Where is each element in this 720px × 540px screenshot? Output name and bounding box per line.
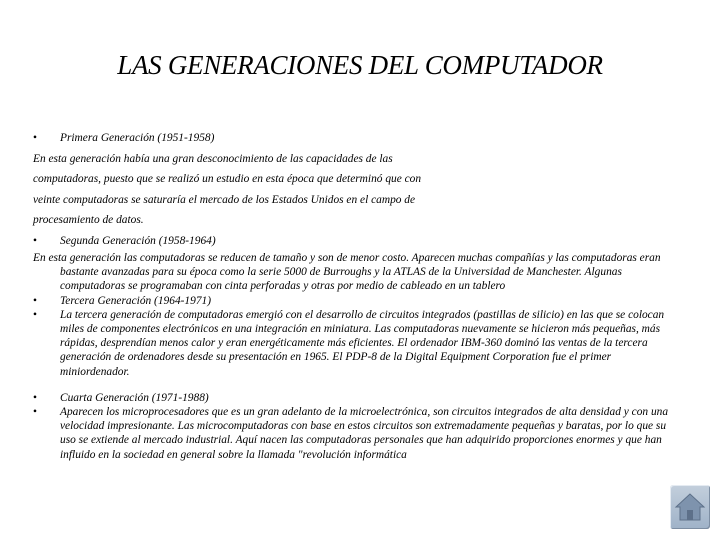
bullet-item	[33, 308, 683, 379]
bullet-item	[33, 231, 683, 252]
bullet-item	[33, 391, 683, 405]
gen1-line: En esta generación había una gran desconocimiento de las capacidades de las	[33, 152, 393, 165]
slide-title: LAS GENERACIONES DEL COMPUTADOR	[117, 50, 603, 80]
gen3-heading: Tercera Generación (1964-1971)	[60, 294, 212, 307]
home-icon	[674, 491, 706, 523]
gen1-heading: Primera Generación (1951-1958)	[60, 132, 215, 144]
gen1-section	[33, 128, 683, 251]
slide-content	[33, 128, 683, 462]
gen2-section	[33, 251, 683, 462]
bullet-item	[33, 405, 683, 462]
bullet-item	[33, 128, 683, 149]
bullet-dot: •	[33, 132, 37, 144]
bullet-dot: •	[33, 308, 37, 321]
gen4-body: Aparecen los microprocesadores que es un gran adelanto de la microelectrónica, son circuitos integrados de alta densidad y con una velocidad impresionante. Las microcomputadoras con base en estos circuitos son extremadamente pequeñas y baratas, por lo que su uso se extiende al mercado industrial. Aquí nacen las computadoras personales que han adquirido proporciones enormes y que han influido en la sociedad en general sobre la llamada "revolución informática	[60, 406, 669, 461]
bullet-dot: •	[33, 294, 37, 307]
gen2-heading: Segunda Generación (1958-1964)	[60, 234, 216, 247]
bullet-dot: •	[33, 391, 37, 404]
gen3-body: La tercera generación de computadoras emergió con el desarrollo de circuitos integrados (pastillas de silicio) en las que se colocan miles de componentes electrónicos en una integración en miniatura. Las computadoras nuevamente se hicieron más pequeñas, más rápidas, desprendían menos calor y eran energéticamente más eficientes. El ordenador IBM-360 dominó las ventas de la tercera generación de ordenadores desde su presentación en 1965. El PDP-8 de la Digital Equipment Corporation fue el primer miniordenador.	[60, 308, 665, 378]
bullet-item	[33, 294, 683, 308]
bullet-dot: •	[33, 234, 37, 247]
gen2-body: En esta generación las computadoras se reducen de tamaño y son de menor costo. Aparecen muchas compañías y las computadoras eran bastante avanzadas para su época como la serie 5000 de Burroughs y la ATLAS de la Universidad de Manchester. Algunas computadoras se programaban con cinta perforadas y otras por medio de cableado en un tablero	[33, 252, 661, 293]
home-button[interactable]	[670, 485, 710, 529]
gen1-line: veinte computadoras se saturaría el mercado de los Estados Unidos en el campo de	[33, 193, 416, 206]
gen4-heading: Cuarta Generación (1971-1988)	[60, 391, 209, 404]
gen1-body	[33, 149, 683, 231]
gen1-line: procesamiento de datos.	[33, 214, 144, 226]
bullet-dot: •	[33, 406, 37, 419]
gen1-line: computadoras, puesto que se realizó un estudio en esta época que determinó que con	[33, 173, 422, 185]
